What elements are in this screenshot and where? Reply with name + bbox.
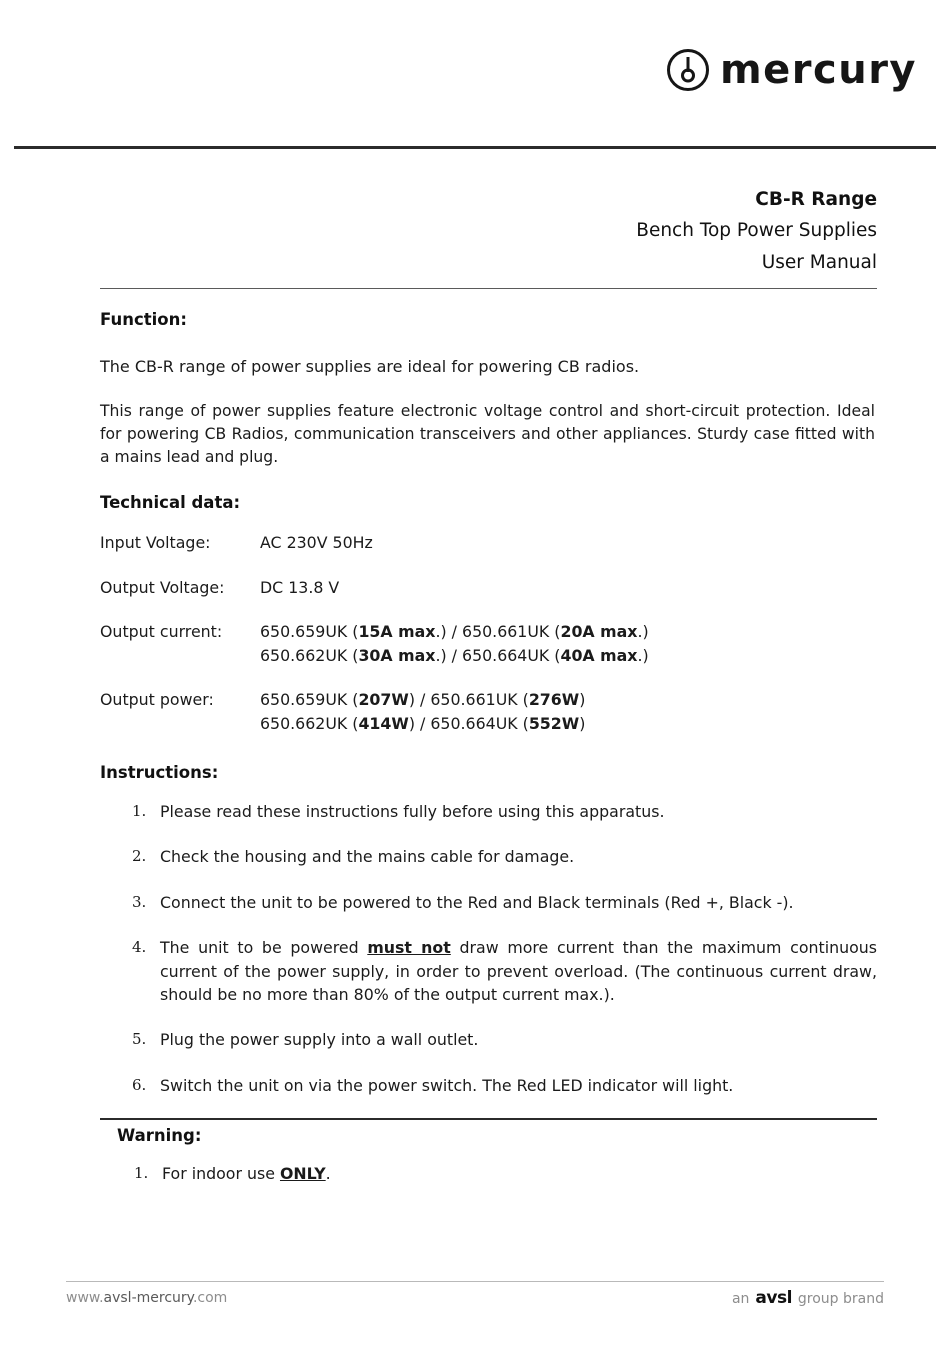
instructions-list [100,800,877,1097]
instruction-item: Plug the power supply into a wall outlet. [160,1030,479,1050]
technical-row-value [260,621,740,689]
technical-row-label: Output power: [100,689,214,709]
footer-website[interactable] [66,1290,227,1306]
technical-row-label: Input Voltage: [100,533,211,553]
footer-url-accent: avsl-mercury [103,1290,193,1306]
brand-logo [666,48,917,92]
technical-value-line: 650.662UK (30A max.) / 650.664UK (40A max.) [260,645,649,665]
instruction-item: Please read these instructions fully before using this apparatus. [160,802,665,822]
technical-row [100,532,740,576]
title-block [237,186,877,279]
document-type: User Manual [761,252,877,274]
function-heading: Function: [100,310,187,329]
technical-value-line: DC 13.8 V [260,577,340,597]
footer-group-brand [732,1288,884,1308]
footer-url-prefix: www. [66,1290,104,1306]
instruction-item: The unit to be powered must not draw more current than the maximum continuous current of the power supply, in order to prevent overload. (The continuous current draw, should be no more than 80% of the output current max.). [160,938,878,1004]
technical-row-value [260,532,740,576]
technical-data-table [100,532,740,735]
instructions-heading: Instructions: [100,763,219,783]
footer-url-suffix: .com [192,1290,228,1306]
technical-value-line: AC 230V 50Hz [260,533,373,553]
instruction-item: Connect the unit to be powered to the Red and Black terminals (Red +, Black -). [160,892,794,912]
document-body [100,310,877,1119]
title-divider [100,288,877,289]
warning-list [117,1163,877,1186]
footer-an: an [731,1291,750,1307]
instruction-item: Check the housing and the mains cable for damage. [160,847,575,867]
footer-divider [66,1281,884,1282]
header-divider [14,146,936,149]
function-intro: The CB-R range of power supplies are ideal for powering CB radios. [100,357,640,376]
brand-wordmark: mercury [719,47,917,93]
technical-row-value [260,689,740,735]
technical-value-line: 650.659UK (15A max.) / 650.661UK (20A max.) [260,621,649,641]
warning-divider [100,1118,877,1120]
avsl-logo: avsl [755,1288,792,1308]
function-description: This range of power supplies feature electronic voltage control and short-circuit protection. Ideal for powering CB Radios, communication transceivers and other appliances. Sturdy case fitted with a mains lead and plug. [100,402,875,467]
page-subtitle: Bench Top Power Supplies [636,219,877,241]
technical-row [100,621,740,689]
mercury-circle-logo-icon [666,48,710,92]
warning-item: For indoor use ONLY. [162,1164,331,1183]
warning-block [117,1126,877,1186]
footer-group-brand-label: group brand [797,1291,884,1307]
technical-row [100,689,740,735]
technical-value-line: 650.659UK (207W) / 650.661UK (276W) [260,689,586,709]
technical-value-line: 650.662UK (414W) / 650.664UK (552W) [260,713,586,733]
technical-heading: Technical data: [100,493,241,513]
instruction-item: Switch the unit on via the power switch. The Red LED indicator will light. [160,1075,734,1095]
technical-row-value [260,577,740,621]
technical-row-label: Output current: [100,621,223,641]
technical-row [100,577,740,621]
page-title: CB-R Range [755,189,877,210]
technical-row-label: Output Voltage: [100,577,225,597]
warning-heading: Warning: [117,1126,202,1145]
